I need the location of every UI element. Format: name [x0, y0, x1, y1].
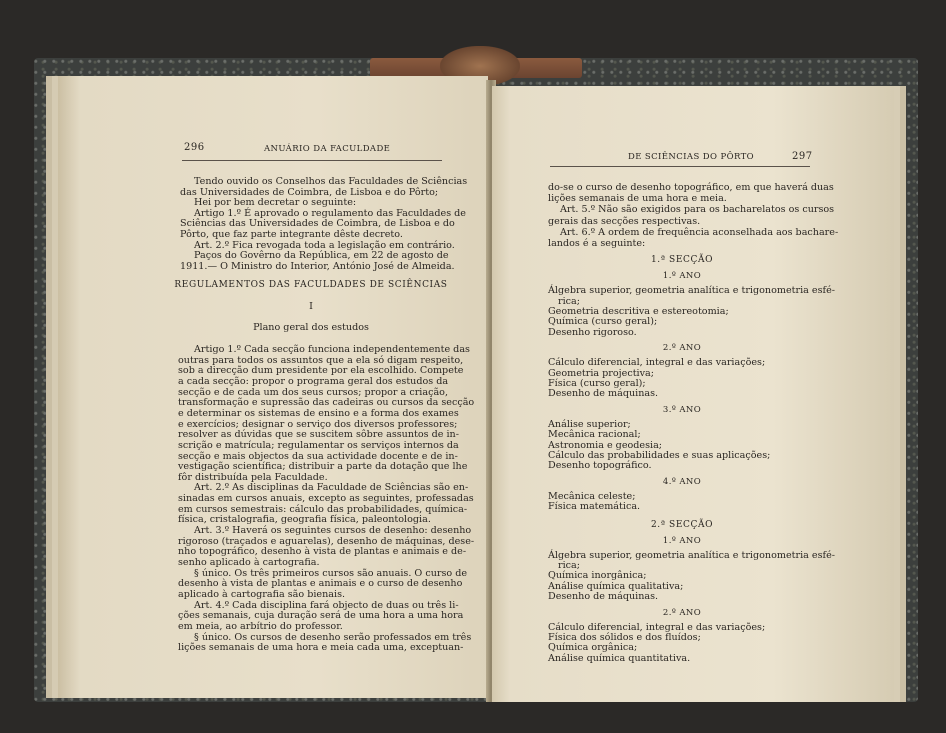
body-line: em cursos semestrais: cálculo das probabilidades, química- [178, 503, 468, 515]
body-line: em meia, ao arbítrio do professor. [178, 620, 343, 632]
course-item: Mecânica racional; [548, 429, 641, 441]
year-label: 1.º ANO [662, 271, 702, 282]
course-item: Astronomia e geodesia; [548, 439, 663, 451]
course-item: rica; [558, 295, 580, 307]
body-line: § único. Os três primeiros cursos são anuais. O curso de [194, 567, 468, 579]
course-item: rica; [558, 560, 580, 571]
course-item: Cálculo das probabilidades e suas aplicações; [548, 450, 771, 461]
body-line: aplicado à cartografia são bienais. [178, 588, 346, 600]
right-page [492, 86, 894, 702]
body-line: outras para todos os assuntos que a ela só digam respeito, [178, 354, 464, 366]
section-subtitle: Plano geral dos estudos [253, 322, 369, 333]
intro-line: Paços do Govêrno da República, em 22 de agosto de [194, 250, 449, 262]
course-item: Desenho de máquinas. [548, 388, 659, 400]
intro-line: Art. 5.º Não são exigidos para os bacharelatos os cursos [560, 204, 835, 216]
body-line: fôr distribuída pela Faculdade. [178, 471, 328, 483]
course-item: Física (curso geral); [548, 378, 646, 389]
section-number: I [309, 301, 313, 312]
course-item: Desenho de máquinas. [548, 591, 659, 603]
course-item: Desenho topográfico. [548, 460, 652, 472]
left-page-number: 296 [184, 142, 205, 153]
body-line: nho topográfico, desenho à vista de plantas e animais e de- [178, 546, 467, 558]
section-heading: 1.ª SECÇÃO [650, 255, 714, 266]
intro-line: 1911.— O Ministro do Interior, António José de Almeida. [180, 260, 455, 272]
body-line: senho aplicado à cartografia. [178, 557, 320, 568]
body-line: física, cristalografia, geografia física, paleontologia. [178, 514, 431, 526]
intro-line: Tendo ouvido os Conselhos das Faculdades de Sciências [194, 176, 468, 187]
course-item: Cálculo diferencial, integral e das variações; [548, 621, 766, 633]
course-item: Física matemática. [548, 501, 641, 513]
course-item: Álgebra superior, geometria analítica e trigonometria esfé- [548, 285, 835, 297]
body-line: lições semanais de uma hora e meia cada uma, exceptuan- [178, 642, 464, 654]
body-line: sob a direcção dum presidente por ela escolhido. Compete [178, 365, 464, 377]
course-item: Mecânica celeste; [548, 490, 636, 502]
body-line: secção e de cada um dos seus cursos; propor a criação, [178, 386, 448, 398]
intro-line: Hei por bem decretar o seguinte: [194, 197, 357, 209]
intro-line: Sciências das Universidades de Coimbra, de Lisboa e do [180, 218, 455, 230]
course-item: Análise química quantitativa. [548, 652, 691, 664]
body-line: e determinar os sistemas de ensino e a forma dos exames [178, 407, 459, 419]
course-item: Geometria projectiva; [548, 367, 654, 379]
course-item: Análise química qualitativa; [548, 580, 684, 592]
course-item: Desenho rigoroso. [548, 326, 637, 338]
intro-line: Pôrto, que faz parte integrante dêste decreto. [180, 229, 403, 240]
right-page-number: 297 [792, 151, 813, 162]
body-line: Art. 2.º As disciplinas da Faculdade de Sciências são en- [194, 482, 469, 494]
body-line: rigoroso (traçados e aguarelas), desenho de máquinas, dese- [178, 535, 475, 547]
body-line: e exercícios; designar o serviço dos diversos professores; [178, 418, 458, 430]
course-item: Análise superior; [548, 418, 631, 430]
year-label: 4.º ANO [662, 476, 702, 487]
year-label: 1.º ANO [662, 535, 702, 546]
body-line: Art. 4.º Cada disciplina fará objecto de duas ou três li- [194, 599, 459, 611]
course-item: Física dos sólidos e dos fluídos; [548, 632, 701, 643]
body-line: secção e mais objectos da sua actividade docente e de in- [178, 450, 458, 462]
body-line: transformação e supressão das cadeiras ou cursos da secção [178, 397, 475, 409]
intro-line: Art. 6.º A ordem de frequência aconselhada aos bachare- [560, 226, 839, 238]
body-line: vestigação scientífica; distribuir a parte da dotação que lhe [178, 461, 468, 473]
course-item: Química (curso geral); [548, 316, 658, 328]
body-line: § único. Os cursos de desenho serão professados em três [194, 631, 472, 643]
intro-line: Art. 2.º Fica revogada toda a legislação em contrário. [194, 239, 455, 251]
intro-line: Artigo 1.º É aprovado o regulamento das Faculdades de [194, 207, 466, 219]
body-line: Art. 3.º Haverá os seguintes cursos de desenho: desenho [194, 525, 472, 537]
right-header-rule [550, 166, 810, 167]
left-running-head: ANUÁRIO DA FACULDADE [264, 144, 391, 154]
course-item: Química inorgânica; [548, 570, 647, 582]
body-line: a cada secção: propor o programa geral dos estudos da [178, 375, 449, 387]
course-item: Química orgânica; [548, 642, 638, 654]
year-label: 2.º ANO [662, 607, 702, 618]
intro-line: gerais das secções respectivas. [548, 215, 701, 227]
intro-line: do-se o curso de desenho topográfico, em que haverá duas [548, 182, 834, 193]
body-line: sinadas em cursos anuais, excepto as seguintes, professadas [178, 493, 474, 505]
course-item: Geometria descritiva e estereotomia; [548, 306, 729, 317]
intro-line: landos é a seguinte: [548, 238, 646, 249]
body-line: desenho à vista de plantas e animais e o curso de desenho [178, 578, 463, 590]
year-label: 2.º ANO [662, 343, 702, 354]
body-line: scrição e matrícula; regulamentar os serviços internos da [178, 439, 459, 451]
body-line: Artigo 1.º Cada secção funciona independentemente das [194, 344, 470, 355]
year-label: 3.º ANO [662, 404, 702, 415]
course-item: Cálculo diferencial, integral e das variações; [548, 357, 766, 369]
body-line: ções semanais, cuja duração será de uma hora a uma hora [178, 610, 464, 622]
course-item: Álgebra superior, geometria analítica e trigonometria esfé- [548, 549, 835, 561]
left-page [58, 76, 488, 698]
left-header-rule [182, 160, 442, 161]
body-line: resolver as dúvidas que se suscitem sôbre assuntos de in- [178, 429, 459, 441]
section-heading: 2.ª SECÇÃO [650, 519, 714, 530]
right-running-head: DE SCIÊNCIAS DO PÔRTO [628, 152, 755, 162]
section-title: REGULAMENTOS DAS FACULDADES DE SCIÊNCIAS [174, 280, 448, 290]
intro-line: das Universidades de Coimbra, de Lisboa e do Pôrto; [180, 186, 439, 198]
intro-line: lições semanais de uma hora e meia. [548, 193, 727, 205]
